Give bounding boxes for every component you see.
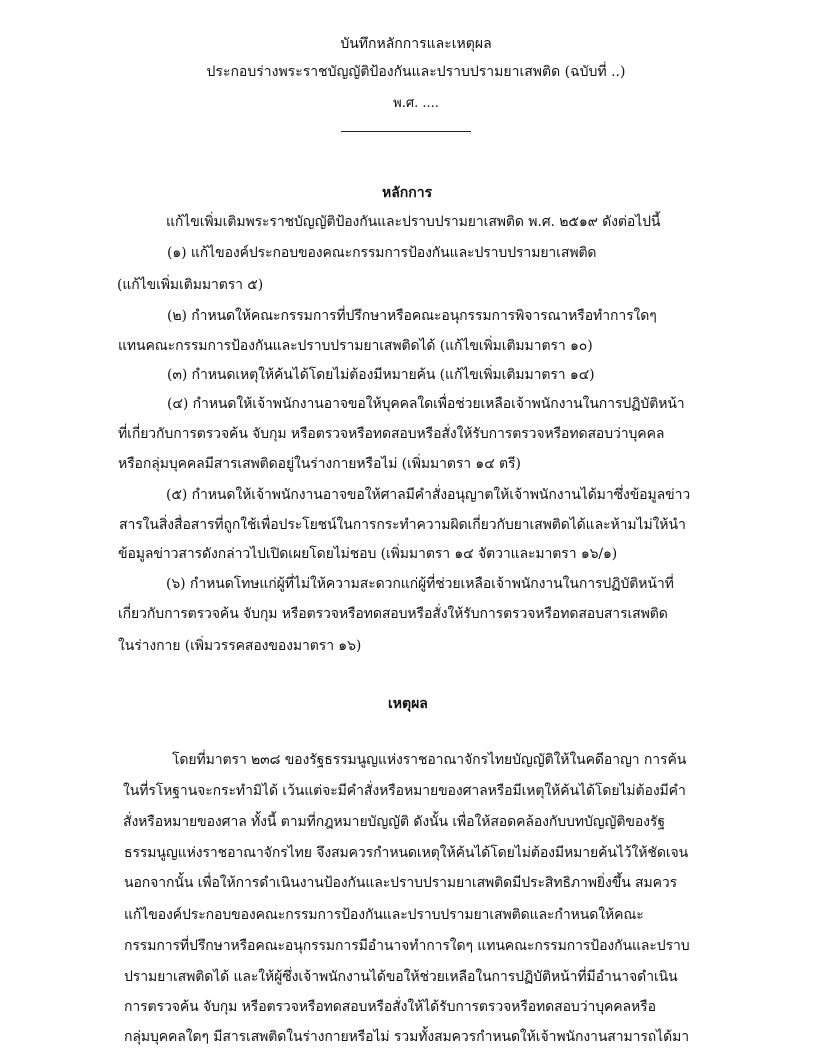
principle-line: หรือกลุ่มบุคคลมีสารเสพติดอยู่ในร่างกายหรือไม่ (เพิ่มมาตรา ๑๔ ตรี) — [118, 456, 521, 472]
principle-line: (๒) กำหนดให้คณะกรรมการที่ปรึกษาหรือคณะอนุกรรมการพิจารณาหรือทำการใดๆ — [167, 308, 657, 324]
principle-line: ที่เกี่ยวกับการตรวจค้น จับกุม หรือตรวจหรือทดสอบหรือสั่งให้รับการตรวจหรือทดสอบว่าบุคคล — [118, 426, 665, 442]
principle-line: ข้อมูลข่าวสารดังกล่าวไปเปิดเผยโดยไม่ชอบ (เพิ่มมาตรา ๑๔ จัตวาและมาตรา ๑๖/๑) — [118, 546, 618, 562]
principle-line: แก้ไขเพิ่มเติมพระราชบัญญัติป้องกันและปราบปรามยาเสพติด พ.ศ. ๒๕๑๙ ดังต่อไปนี้ — [166, 214, 661, 230]
reason-line: แก้ไของค์ประกอบของคณะกรรมการป้องกันและปราบปรามยาเสพติดและกำหนดให้คณะ — [124, 907, 644, 923]
reason-line: การตรวจค้น จับกุม หรือตรวจหรือทดสอบหรือสั่งให้ได้รับการตรวจหรือทดสอบว่าบุคคลหรือ — [124, 999, 656, 1015]
principle-line: (๕) กำหนดให้เจ้าพนักงานอาจขอให้ศาลมีคำสั่งอนุญาตให้เจ้าพนักงานได้มาซึ่งข้อมูลข่าว — [166, 487, 691, 503]
reason-line: กรรมการที่ปรึกษาหรือคณะอนุกรรมการมีอำนาจทำการใดๆ แทนคณะกรรมการป้องกันและปราบ — [124, 938, 690, 954]
principle-line: (๔) กำหนดให้เจ้าพนักงานอาจขอให้บุคคลใดเพื่อช่วยเหลือเจ้าพนักงานในการปฏิบัติหน้า — [167, 396, 685, 412]
reason-line: ธรรมนูญแห่งราชอาณาจักรไทย จึงสมควรกำหนดเหตุให้ค้นได้โดยไม่ต้องมีหมายค้นไว้ให้ชัดเจน — [124, 845, 689, 861]
reason-line: โดยที่มาตรา ๒๓๘ ของรัฐธรรมนูญแห่งราชอาณาจักรไทยบัญญัติให้ในคดีอาญา การค้น — [172, 752, 687, 768]
document-subtitle: ประกอบร่างพระราชบัญญัติป้องกันและปราบปรามยาเสพติด (ฉบับที่ ..) — [206, 64, 626, 80]
reason-line: นอกจากนั้น เพื่อให้การดำเนินงานป้องกันและปราบปรามยาเสพติดมีประสิทธิภาพยิ่งขึ้น สมควร — [124, 875, 678, 891]
principle-line: (๓) กำหนดเหตุให้ค้นได้โดยไม่ต้องมีหมายค้น (แก้ไขเพิ่มเติมมาตรา ๑๔) — [167, 367, 595, 383]
reason-line: ปรามยาเสพติดได้ และให้ผู้ซึ่งเจ้าพนักงานได้ขอให้ช่วยเหลือในการปฏิบัติหน้าที่มีอำนาจดำเนิน — [124, 969, 678, 985]
principle-line: เกี่ยวกับการตรวจค้น จับกุม หรือตรวจหรือทดสอบหรือสั่งให้รับการตรวจหรือทดสอบสารเสพติด — [118, 606, 668, 622]
principle-line: (๖) กำหนดโทษแก่ผู้ที่ไม่ให้ความสะดวกแก่ผู้ที่ช่วยเหลือเจ้าพนักงานในการปฏิบัติหน้าที่ — [166, 576, 674, 592]
principle-line: (แก้ไขเพิ่มเติมมาตรา ๕) — [117, 277, 264, 293]
principle-line: ในร่างกาย (เพิ่มวรรคสองของมาตรา ๑๖) — [118, 638, 362, 654]
principle-line: (๑) แก้ไของค์ประกอบของคณะกรรมการป้องกันและปราบปรามยาเสพติด — [167, 245, 597, 261]
reason-heading: เหตุผล — [388, 696, 428, 712]
principle-line: แทนคณะกรรมการป้องกันและปราบปรามยาเสพติดได้ (แก้ไขเพิ่มเติมมาตรา ๑๐) — [118, 338, 593, 354]
principle-line: สารในสิ่งสื่อสารที่ถูกใช้เพื่อประโยชน์ในการกระทำความผิดเกี่ยวกับยาเสพติดได้และห้ามไม่ให้นำ — [119, 517, 686, 533]
title-divider — [341, 131, 471, 132]
document-year: พ.ศ. .... — [393, 96, 439, 111]
document-title: บันทึกหลักการและเหตุผล — [340, 36, 492, 52]
reason-line: ในที่รโหฐานจะกระทำมิได้ เว้นแต่จะมีคำสั่งหรือหมายของศาลหรือมีเหตุให้ค้นได้โดยไม่ต้องมีคำ — [123, 783, 686, 799]
reason-line: กลุ่มบุคคลใดๆ มีสารเสพติดในร่างกายหรือไม่ รวมทั้งสมควรกำหนดให้เจ้าพนักงานสามารถได้มา — [124, 1029, 690, 1045]
principle-heading: หลักการ — [382, 185, 433, 201]
reason-line: สั่งหรือหมายของศาล ทั้งนี้ ตามที่กฎหมายบัญญัติ ดังนั้น เพื่อให้สอดคล้องกับบทบัญญัติของรัฐ — [123, 814, 665, 830]
